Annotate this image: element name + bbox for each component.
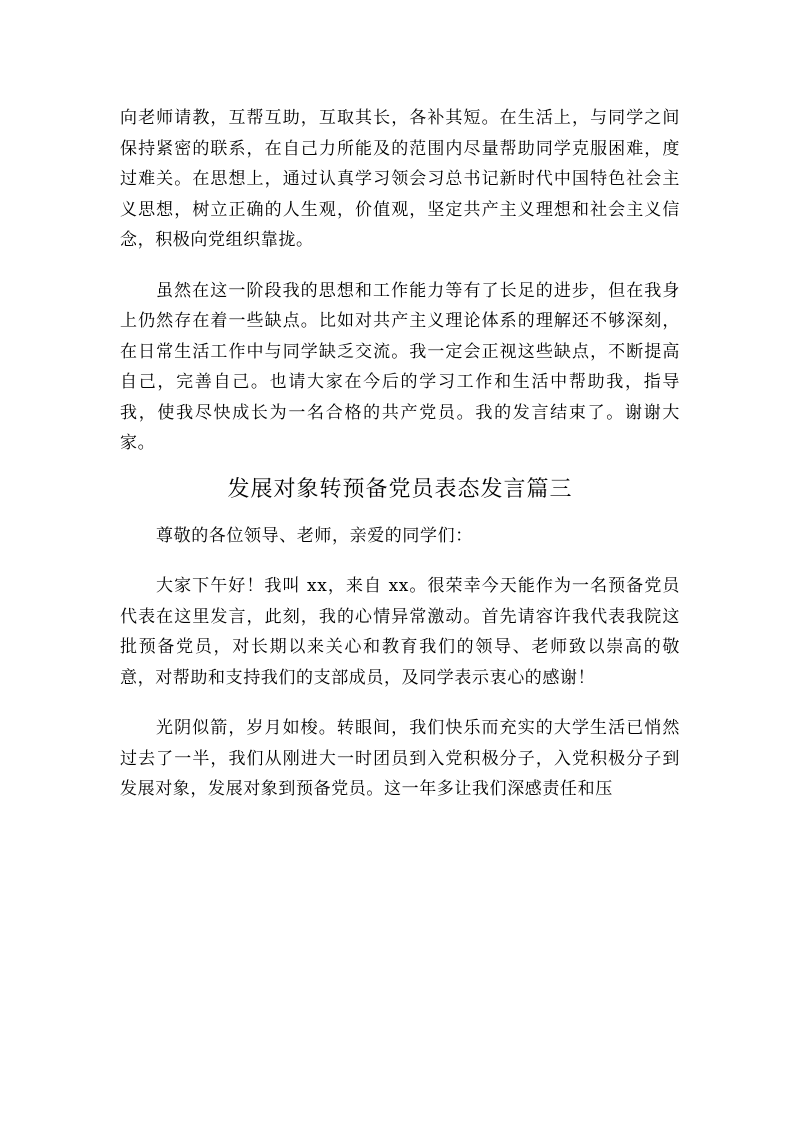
paragraph-spacer xyxy=(120,693,680,713)
paragraph-spacer xyxy=(120,551,680,571)
heading-spacer xyxy=(120,459,680,473)
paragraph-study-life-thought: 向老师请教，互帮互助，互取其长，各补其短。在生活上，与同学之间保持紧密的联系，在自己力所能及的范围内尽量帮助同学克服困难，度过难关。在思想上，通过认真学习领会习总书记新时代中国特色社会主义思想，树立正确的人生观，价值观，坚定共产主义理想和社会主义信念，积极向党组织靠拢。 xyxy=(120,108,680,250)
document-body xyxy=(120,103,680,805)
section-heading: 发展对象转预备党员表态发言篇三 xyxy=(227,476,573,502)
paragraph-shortcomings-closing: 虽然在这一阶段我的思想和工作能力等有了长足的进步，但在我身上仍然存在着一些缺点。比如对共产主义理论体系的理解还不够深刻，在日常生活工作中与同学缺乏交流。我一定会正视这些缺点，不断提高自己，完善自己。也请大家在今后的学习工作和生活中帮助我，指导我，使我尽快成长为一名合格的共产党员。我的发言结束了。谢谢大家。 xyxy=(120,280,680,453)
paragraph-salutation: 尊敬的各位领导、老师，亲爱的同学们： xyxy=(156,525,473,546)
paragraph-greeting-thanks: 大家下午好！我叫 xx，来自 xx。很荣幸今天能作为一名预备党员代表在这里发言，此刻，我的心情异常激动。首先请容许我代表我院这批预备党员，对长期以来关心和教育我们的领导、老师致以崇高的敬意，对帮助和支持我们的支部成员，及同学表示衷心的感谢！ xyxy=(120,576,680,688)
paragraph-spacer xyxy=(120,256,680,276)
heading-spacer xyxy=(120,507,680,521)
paragraph-time-flies: 光阴似箭，岁月如梭。转眼间，我们快乐而充实的大学生活已悄然过去了一半，我们从刚进大一时团员到入党积极分子，入党积极分子到发展对象，发展对象到预备党员。这一年多让我们深感责任和压 xyxy=(120,718,680,799)
